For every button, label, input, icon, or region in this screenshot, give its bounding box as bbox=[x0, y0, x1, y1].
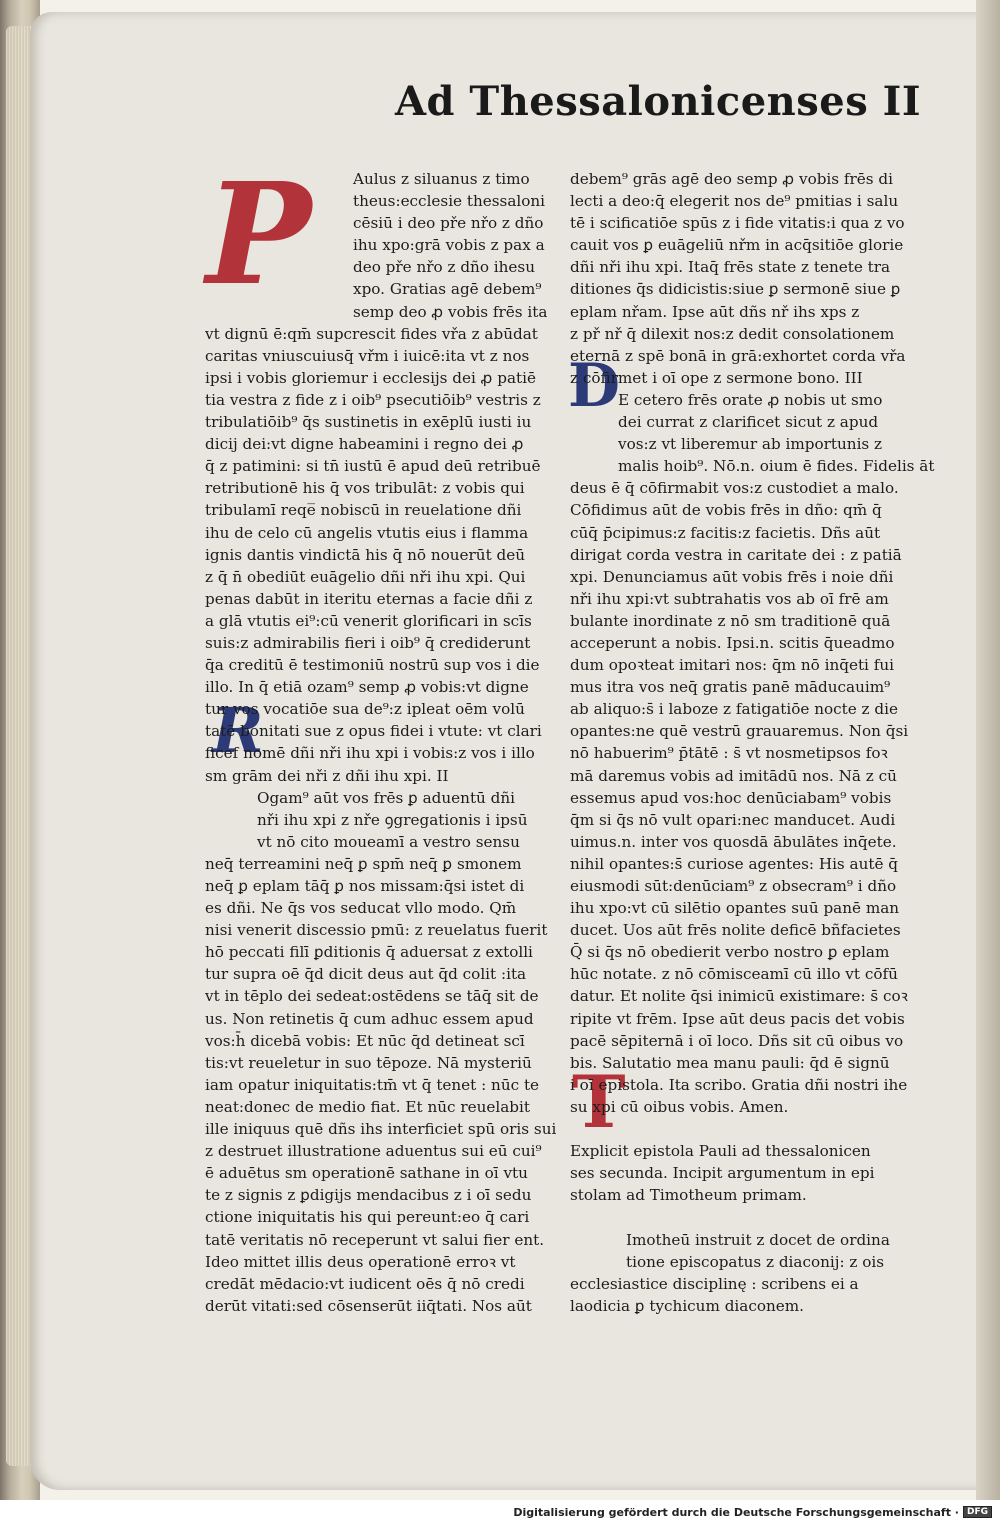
text-line: vt dignū ē:qm̄ supcrescit fides vřa z abūdat bbox=[205, 324, 538, 343]
text-line: hūc notate. z nō cōmisceamī cū illo vt cōfū bbox=[570, 965, 898, 984]
text-line: neat:donec de medio fiat. Et nūc reuelabit bbox=[205, 1097, 530, 1116]
text-line: ē aduētus sm operationē sathane in oī vtu bbox=[205, 1164, 528, 1183]
text-line: nō habuerim⁹ p̄tātē : s̄ vt nosmetipsos foꝛ bbox=[570, 744, 888, 763]
text-line: ctione iniquitatis his qui pereunt:eo q̄ cari bbox=[205, 1208, 530, 1227]
text-line: neq̄ terreamini neq̄ ꝑ spm̄ neq̄ ꝑ smonem bbox=[205, 854, 522, 873]
text-line: xpo. Gratias agē debem⁹ bbox=[353, 280, 542, 299]
text-line: datur. Et nolite q̄si inimicū existimare: s̄ coꝛ bbox=[570, 987, 908, 1006]
text-line: nisi venerit discessio pmū: z reuelatus fuerit bbox=[205, 921, 548, 940]
initial-t: T bbox=[572, 1059, 626, 1144]
text-line: dicij dei:vt digne habeamini i regno dei ꝓ bbox=[205, 435, 524, 454]
text-line: penas dabūt in iteritu eternas a facie dñi z bbox=[205, 589, 533, 608]
text-line: derūt vitati:sed cōsenserūt iiq̄tati. Nos aūt bbox=[205, 1296, 532, 1315]
text-line: vos:z vt liberemur ab importunis z bbox=[618, 435, 883, 454]
text-line: laodicia ꝑ tychicum diaconem. bbox=[570, 1296, 804, 1315]
text-line: cauit vos ꝑ euāgeliū nřm in acq̄sitiōe glorie bbox=[570, 236, 904, 255]
text-line bbox=[570, 1206, 900, 1228]
text-line: tribulamī reqe̅ nobiscū in reuelatione dñi bbox=[205, 501, 522, 520]
text-line: pacē sēpiternā i oī loco. Dñs sit cū oibus vo bbox=[570, 1031, 904, 1050]
text-line: z př nř q̄ dilexit nos:z dedit consolationem bbox=[570, 324, 895, 343]
text-line: eternā z spē bonā in grā:exhortet corda vřa bbox=[570, 346, 906, 365]
text-line: neq̄ ꝑ eplam tāq̄ ꝑ nos missam:q̄si istet di bbox=[205, 877, 525, 895]
text-line: malis hoib⁹. Nō.n. oium ē fides. Fidelis āt bbox=[618, 457, 935, 476]
text-line: bulante inordinate z nō sm traditionē quā bbox=[570, 611, 891, 630]
text-line: z destruet illustratione aduentus sui eū cui⁹ bbox=[205, 1142, 542, 1161]
text-line: z q̄ n̄ obediūt euāgelio dñi nři ihu xpi. Qui bbox=[205, 567, 526, 586]
text-line: q̄a creditū ē testimoniū nostrū sup vos i die bbox=[205, 656, 540, 675]
text-line bbox=[570, 1118, 900, 1140]
text-line: tribulatiōib⁹ q̄s sustinetis in exēplū iusti iu bbox=[205, 413, 532, 432]
text-line: tur supra oē q̄d dicit deus aut q̄d colit :ita bbox=[205, 965, 527, 984]
text-line: Cōfidimus aūt de vobis frēs in dño: qm̄ q̄ bbox=[570, 501, 882, 520]
text-line: a glā vtutis ei⁹:cū venerit glorificari in scīs bbox=[205, 611, 532, 630]
text-line: q̄m si q̄s nō vult opari:nec manducet. Audi bbox=[570, 810, 896, 829]
text-line: opantes:ne quē vestrū grauaremus. Non q̄si bbox=[570, 722, 909, 741]
text-line: mus itra vos neq̄ gratis panē māducauim⁹ bbox=[570, 678, 891, 697]
text-line: Q̄ si q̄s nō obedierit verbo nostro ꝑ eplam bbox=[570, 943, 890, 962]
text-line: ihu xpo:grā vobis z pax a bbox=[353, 236, 545, 255]
text-line: dum opoꝛteat imitari nos: q̄m nō inq̄eti fui bbox=[570, 656, 895, 675]
initial-p: P bbox=[206, 153, 312, 317]
text-line: suis:z admirabilis fieri i oib⁹ q̄ crediderunt bbox=[205, 633, 531, 652]
text-line: stolam ad Timotheum primam. bbox=[570, 1186, 807, 1205]
right-margin-shade bbox=[976, 0, 1000, 1500]
text-line: retributionē his q̄ vos tribulāt: z vobis qui bbox=[205, 479, 525, 498]
text-line: semp deo ꝓ vobis frēs ita bbox=[353, 302, 548, 321]
text-line: q̄ z patimini: si tn̄ iustū ē apud deū retribuē bbox=[205, 457, 541, 476]
text-line: us. Non retinetis q̄ cum adhuc essem apud bbox=[205, 1009, 534, 1028]
text-line: Ideo mittet illis deus operationē erroꝛ vt bbox=[205, 1252, 516, 1271]
text-line: ducet. Uos aūt frēs nolite deficē bñfacietes bbox=[570, 921, 901, 940]
text-line: iam opatur iniquitatis:tm̄ vt q̄ tenet : nūc te bbox=[205, 1075, 540, 1094]
text-line: ignis dantis vindictā his q̄ nō nouerūt deū bbox=[205, 545, 525, 564]
text-line: deus ē q̄ cōfirmabit vos:z custodiet a malo. bbox=[570, 479, 899, 498]
text-line: te z signis z ꝑdigijs mendacibus z i oī sedu bbox=[205, 1186, 532, 1205]
left-text-column bbox=[205, 168, 557, 1317]
text-line: ille iniquus quē dñs ihs interficiet spū oris sui bbox=[205, 1120, 557, 1139]
text-line: ipsi i vobis gloriemur i ecclesijs dei ꝓ patiē bbox=[205, 368, 536, 387]
text-line: dei currat z clarificet sicut z apud bbox=[618, 413, 879, 432]
text-line: mā daremus vobis ad imitādū nos. Nā z cū bbox=[570, 766, 897, 785]
running-head: Ad Thessalonicenses II bbox=[395, 78, 922, 125]
text-line: es dñi. Ne q̄s vos seducat vllo modo. Qm̄ bbox=[205, 899, 517, 918]
right-text-column bbox=[570, 168, 935, 1317]
footer-credit: Digitalisierung gefördert durch die Deutsche Forschungsgemeinschaft · bbox=[513, 1505, 959, 1519]
text-line: Ogam⁹ aūt vos frēs ꝑ aduentū dñi bbox=[257, 788, 516, 807]
text-line: ripite vt frēm. Ipse aūt deus pacis det vobis bbox=[570, 1009, 905, 1028]
text-line: caritas vniuscuiusq̄ vřm i iuicē:ita vt z nos bbox=[205, 346, 530, 365]
dfg-logo: DFG bbox=[963, 1506, 992, 1518]
text-line: tē i scificatiōe spūs z i fide vitatis:i qua z vo bbox=[570, 214, 905, 233]
text-line: sm grām dei nři z dñi ihu xpi. II bbox=[205, 766, 449, 785]
text-line: ficef nomē dñi nři ihu xpi i vobis:z vos i illo bbox=[205, 744, 535, 763]
text-line: nihil opantes:s̄ curiose agentes: His autē q̄ bbox=[570, 854, 899, 873]
text-line: tatē bonitati sue z opus fidei i vtute: vt clari bbox=[205, 722, 542, 741]
text-line: vos:h̄ dicebā vobis: Et nūc q̄d detineat scī bbox=[205, 1031, 525, 1050]
text-line: ses secunda. Incipit argumentum in epi bbox=[570, 1164, 875, 1183]
text-line: tur vos vocatiōe sua de⁹:z ipleat oēm volū bbox=[205, 700, 525, 719]
text-line: illo. In q̄ etiā ozam⁹ semp ꝓ vobis:vt digne bbox=[205, 678, 529, 697]
footer-bar bbox=[0, 1500, 1000, 1524]
text-line: tia vestra z fide z i oib⁹ psecutiōib⁹ vestris z bbox=[205, 390, 541, 409]
text-line: ditiones q̄s didicistis:siue ꝑ sermonē siue ꝑ bbox=[570, 280, 901, 299]
text-line: i oī epistola. Ita scribo. Gratia dñi nostri ihe bbox=[570, 1075, 908, 1094]
text-line: debem⁹ grās agē deo semp ꝓ vobis frēs di bbox=[570, 170, 893, 188]
text-line: tis:vt reueletur in suo tēpoze. Nā mysteriū bbox=[205, 1053, 532, 1072]
text-line: acceperunt a nobis. Ipsi.n. scitis q̄ueadmo bbox=[570, 633, 895, 652]
text-line: hō peccati filī ꝑditionis q̄ aduersat z extolli bbox=[205, 943, 533, 962]
initial-d: D bbox=[568, 351, 621, 421]
text-line: ecclesiastice disciplinę : scribens ei a bbox=[570, 1274, 859, 1293]
text-line: Explicit epistola Pauli ad thessalonicen bbox=[570, 1142, 871, 1161]
text-line: vt in tēplo dei sedeat:ostēdens se tāq̄ sit de bbox=[205, 987, 539, 1006]
text-line: cēsiū i deo pře nřo z dño bbox=[353, 214, 544, 233]
text-line: ab aliquo:s̄ i laboze z fatigatiōe nocte z die bbox=[570, 700, 898, 719]
text-line: vt nō cito moueamī a vestro sensu bbox=[257, 832, 520, 851]
text-line: E cetero frēs orate ꝓ nobis ut smo bbox=[618, 390, 883, 409]
text-line: eiusmodi sūt:denūciam⁹ z obsecram⁹ i dño bbox=[570, 877, 897, 895]
text-line: tatē veritatis nō receperunt vt salui fier ent. bbox=[205, 1230, 545, 1249]
text-line: nři ihu xpi:vt subtrahatis vos ab oī frē am bbox=[570, 589, 889, 608]
text-line: z cōfirmet i oī ope z sermone bono. III bbox=[570, 368, 863, 387]
text-line: essemus apud vos:hoc denūciabam⁹ vobis bbox=[570, 788, 892, 807]
text-line: ihu xpo:vt cū silētio opantes suū panē man bbox=[570, 899, 900, 918]
text-line: Imotheū instruit z docet de ordina bbox=[626, 1230, 890, 1249]
text-line: bis. Salutatio mea manu pauli: q̄d ē signū bbox=[570, 1053, 890, 1072]
text-line: su xpi cū oibus vobis. Amen. bbox=[570, 1097, 789, 1116]
text-line: dñi nři ihu xpi. Itaq̄ frēs state z tenete tra bbox=[570, 258, 891, 277]
text-line: nři ihu xpi z nře ꝯgregationis i ipsū bbox=[257, 810, 528, 829]
initial-r: R bbox=[212, 694, 264, 767]
text-line: dirigat corda vestra in caritate dei : z patiā bbox=[570, 545, 902, 564]
text-line: uimus.n. inter vos quosdā ābulātes inq̄ete. bbox=[570, 832, 897, 851]
text-line: cūq̄ p̄cipimus:z facitis:z facietis. Dñs aūt bbox=[570, 523, 881, 542]
text-line: tione episcopatus z diaconij: z ois bbox=[626, 1252, 885, 1271]
text-line: xpi. Denunciamus aūt vobis frēs i noie dñi bbox=[570, 567, 894, 586]
text-line: Aulus z siluanus z timo bbox=[353, 170, 530, 188]
text-line: lecti a deo:q̄ elegerit nos de⁹ pmitias i salu bbox=[570, 192, 899, 211]
text-line: theus:ecclesie thessaloni bbox=[353, 192, 546, 211]
text-line: ihu de celo cū angelis vtutis eius i flamma bbox=[205, 523, 529, 542]
text-line: credāt mēdacio:vt iudicent oēs q̄ nō credi bbox=[205, 1274, 525, 1293]
text-line: eplam nřam. Ipse aūt dñs nř ihs xps z bbox=[570, 302, 860, 321]
text-line: deo pře nřo z dño ihesu bbox=[353, 258, 535, 277]
